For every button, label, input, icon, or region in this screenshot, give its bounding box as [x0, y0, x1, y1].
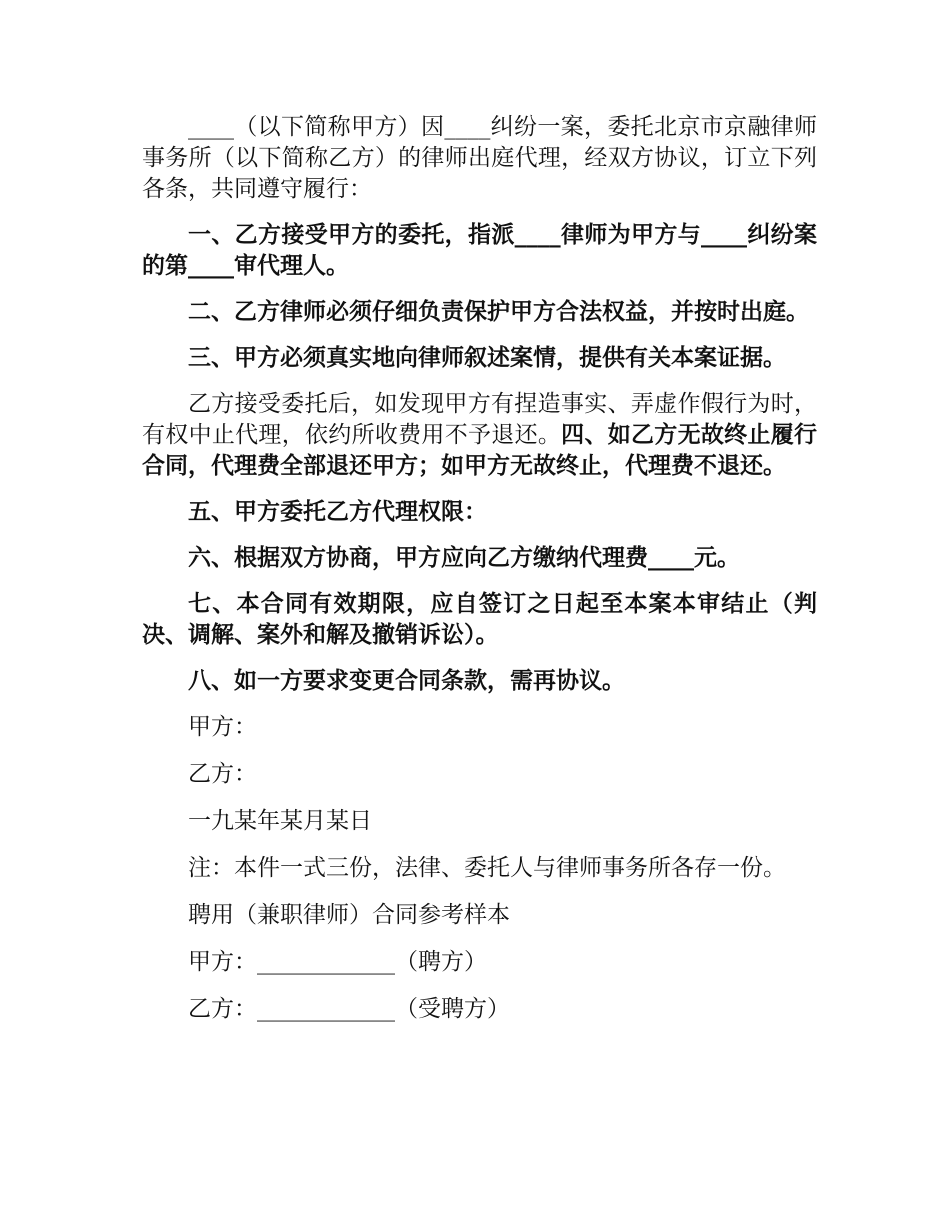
clause-4: 四、如乙方无故终止履行合同，代理费全部退还甲方；如甲方无故终止，代理费不退还。: [142, 422, 818, 479]
employer-line: 甲方：____________（聘方）: [188, 949, 487, 975]
intro-paragraph: ____（以下简称甲方）因____纠纷一案，委托北京市京融律师事务所（以下简称乙方）的律师出庭代理，经双方协议，订立下列各条，共同遵守履行：: [142, 114, 817, 202]
clause-8: 八、如一方要求变更合同条款，需再协议。: [188, 668, 625, 694]
clause-1: 一、乙方接受甲方的委托，指派____律师为甲方与____纠纷案的第____审代理人。: [142, 222, 817, 279]
document-page: [142, 112, 817, 1041]
copies-note: 注：本件一式三份，法律、委托人与律师事务所各存一份。: [188, 855, 786, 881]
clause-7: 七、本合同有效期限，应自签订之日起至本案本审结止（判决、调解、案外和解及撤销诉讼）。: [142, 591, 817, 648]
clause-3-note: 乙方接受委托后，如发现甲方有捏造事实、弄虚作假行为时，有权中止代理，依约所收费用不予退还。: [142, 391, 817, 448]
party-b-signature: 乙方：: [188, 761, 257, 787]
clause-6: 六、根据双方协商，甲方应向乙方缴纳代理费____元。: [188, 545, 740, 571]
employee-line: 乙方：____________（受聘方）: [188, 996, 510, 1022]
clause-2: 二、乙方律师必须仔细负责保护甲方合法权益，并按时出庭。: [188, 299, 809, 325]
clause-3: 三、甲方必须真实地向律师叙述案情，提供有关本案证据。: [188, 345, 786, 371]
clause-5: 五、甲方委托乙方代理权限：: [188, 499, 487, 525]
sample-title: 聘用（兼职律师）合同参考样本: [188, 902, 510, 928]
party-a-signature: 甲方：: [188, 714, 257, 740]
signing-date: 一九某年某月某日: [188, 808, 372, 834]
clause-3-4-paragraph: [142, 389, 817, 482]
